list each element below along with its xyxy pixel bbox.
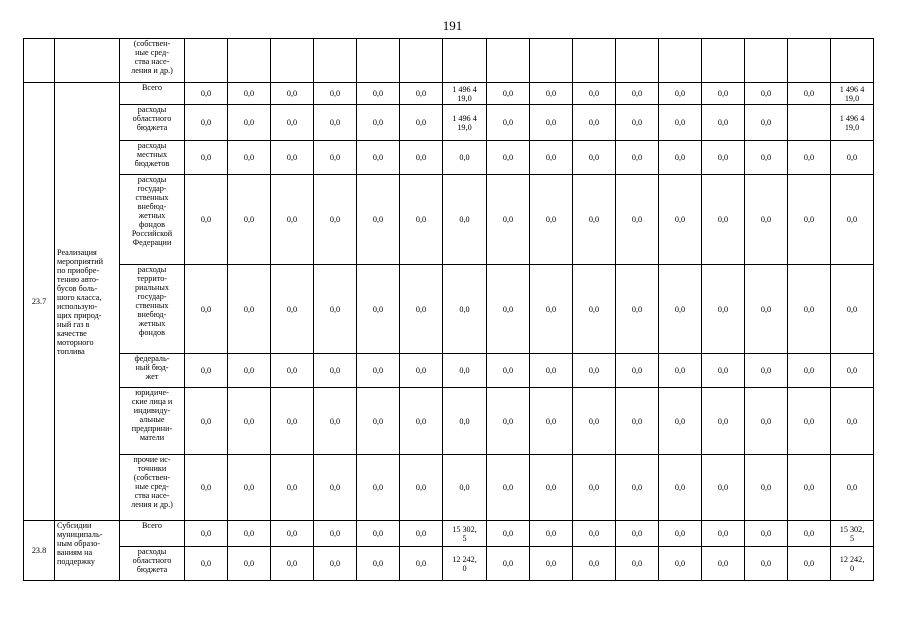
value-cell: 0,0 [400,455,443,521]
funding-source-cell: Всего [120,83,185,105]
value-cell: 0,0 [185,455,228,521]
value-cell: 0,0 [185,105,228,141]
funding-source-cell: расходы местных бюджетов [120,141,185,175]
value-cell [228,39,271,83]
value-cell: 0,0 [616,547,659,581]
table-row [24,265,874,354]
value-cell: 0,0 [530,141,573,175]
value-cell [400,39,443,83]
value-cell: 1 496 4 19,0 [831,83,874,105]
value-cell: 0,0 [616,265,659,354]
value-cell: 0,0 [357,354,400,388]
value-cell: 0,0 [831,354,874,388]
value-cell: 0,0 [788,547,831,581]
value-cell: 0,0 [702,265,745,354]
value-cell [530,39,573,83]
value-cell: 0,0 [271,547,314,581]
value-cell: 0,0 [745,265,788,354]
value-cell: 0,0 [831,455,874,521]
value-cell: 0,0 [616,83,659,105]
value-cell: 0,0 [702,354,745,388]
value-cell: 0,0 [487,521,530,547]
value-cell: 0,0 [487,175,530,265]
value-cell: 0,0 [745,141,788,175]
funding-source-cell: (собствен- ные сред- ства насе- ления и др.) [120,39,185,83]
value-cell: 0,0 [659,265,702,354]
value-cell: 0,0 [228,354,271,388]
value-cell: 0,0 [314,141,357,175]
value-cell [788,105,831,141]
value-cell: 0,0 [443,175,487,265]
value-cell: 0,0 [185,354,228,388]
value-cell: 12 242, 0 [831,547,874,581]
table-row [24,141,874,175]
value-cell: 0,0 [357,547,400,581]
table-row [24,388,874,455]
value-cell: 0,0 [487,354,530,388]
value-cell: 0,0 [788,354,831,388]
value-cell: 0,0 [271,83,314,105]
value-cell: 0,0 [487,105,530,141]
value-cell [831,39,874,83]
value-cell: 1 496 4 19,0 [443,83,487,105]
value-cell: 0,0 [314,388,357,455]
value-cell: 0,0 [314,547,357,581]
value-cell: 0,0 [745,521,788,547]
table-row [24,354,874,388]
value-cell: 0,0 [530,521,573,547]
value-cell: 0,0 [573,141,616,175]
measure-name-cell: Реализация мероприятий по приобре- тению авто- бусов боль- шого класса, использую- щих природ- ный газ в качестве моторного топлива [55,83,120,521]
value-cell: 0,0 [228,105,271,141]
value-cell: 0,0 [357,141,400,175]
value-cell: 0,0 [357,105,400,141]
value-cell: 0,0 [745,354,788,388]
row-number-cell: 23.8 [24,521,55,581]
value-cell: 0,0 [702,141,745,175]
value-cell: 0,0 [487,388,530,455]
value-cell: 0,0 [357,521,400,547]
table-row [24,547,874,581]
value-cell: 0,0 [443,455,487,521]
value-cell: 0,0 [745,83,788,105]
value-cell: 0,0 [271,265,314,354]
budget-table [23,38,874,581]
value-cell: 1 496 4 19,0 [443,105,487,141]
value-cell: 0,0 [530,388,573,455]
value-cell: 0,0 [573,521,616,547]
value-cell: 0,0 [659,388,702,455]
row-number-cell [24,39,55,83]
value-cell: 0,0 [314,354,357,388]
value-cell: 0,0 [228,388,271,455]
value-cell: 0,0 [228,265,271,354]
measure-name-cell [55,39,120,83]
measure-name-cell: Субсидии муниципаль- ным образо- ваниям на поддержку [55,521,120,581]
value-cell: 15 302, 5 [831,521,874,547]
value-cell: 0,0 [831,265,874,354]
value-cell: 0,0 [745,105,788,141]
value-cell: 0,0 [530,354,573,388]
funding-source-cell: расходы государ- ственных внебюд- жетных фондов Российской Федерации [120,175,185,265]
value-cell: 0,0 [400,175,443,265]
value-cell: 0,0 [228,547,271,581]
value-cell: 0,0 [357,388,400,455]
value-cell: 0,0 [400,388,443,455]
value-cell: 0,0 [616,521,659,547]
value-cell: 0,0 [185,175,228,265]
value-cell: 0,0 [228,141,271,175]
value-cell: 0,0 [702,388,745,455]
row-number-cell: 23.7 [24,83,55,521]
value-cell: 12 242, 0 [443,547,487,581]
value-cell: 0,0 [831,141,874,175]
value-cell [788,39,831,83]
value-cell: 0,0 [400,354,443,388]
value-cell: 0,0 [659,547,702,581]
value-cell: 0,0 [443,388,487,455]
value-cell: 0,0 [659,83,702,105]
value-cell: 0,0 [573,105,616,141]
value-cell: 0,0 [487,83,530,105]
value-cell: 0,0 [573,175,616,265]
value-cell: 0,0 [357,83,400,105]
value-cell: 0,0 [573,455,616,521]
table-row [24,39,874,83]
page-number: 191 [442,18,463,33]
value-cell: 0,0 [185,521,228,547]
value-cell: 0,0 [487,547,530,581]
value-cell: 0,0 [530,547,573,581]
value-cell [745,39,788,83]
value-cell: 0,0 [185,547,228,581]
value-cell [271,39,314,83]
value-cell: 0,0 [314,521,357,547]
value-cell: 0,0 [702,521,745,547]
value-cell: 0,0 [228,521,271,547]
value-cell: 0,0 [271,354,314,388]
value-cell: 0,0 [443,265,487,354]
value-cell [357,39,400,83]
value-cell: 0,0 [185,83,228,105]
value-cell: 0,0 [487,455,530,521]
value-cell: 0,0 [271,521,314,547]
value-cell: 0,0 [271,175,314,265]
value-cell: 0,0 [185,265,228,354]
value-cell: 0,0 [745,455,788,521]
value-cell: 0,0 [400,521,443,547]
value-cell: 0,0 [573,388,616,455]
value-cell: 0,0 [788,83,831,105]
value-cell: 0,0 [616,354,659,388]
value-cell: 0,0 [616,388,659,455]
value-cell: 0,0 [314,175,357,265]
value-cell: 0,0 [573,354,616,388]
value-cell: 0,0 [228,83,271,105]
value-cell [616,39,659,83]
value-cell: 0,0 [185,141,228,175]
value-cell: 0,0 [831,388,874,455]
value-cell: 0,0 [271,455,314,521]
value-cell: 0,0 [659,354,702,388]
value-cell: 0,0 [573,83,616,105]
value-cell: 0,0 [400,547,443,581]
value-cell: 0,0 [702,547,745,581]
value-cell: 0,0 [400,105,443,141]
value-cell: 0,0 [659,521,702,547]
value-cell: 0,0 [228,175,271,265]
value-cell: 0,0 [357,265,400,354]
value-cell: 0,0 [271,141,314,175]
value-cell [702,39,745,83]
value-cell: 0,0 [702,83,745,105]
value-cell: 0,0 [659,175,702,265]
funding-source-cell: прочие ис- точники (собствен- ные сред- ства насе- ления и др.) [120,455,185,521]
value-cell: 0,0 [443,354,487,388]
value-cell: 0,0 [788,175,831,265]
value-cell: 0,0 [788,265,831,354]
value-cell: 0,0 [745,547,788,581]
value-cell: 0,0 [659,105,702,141]
value-cell: 0,0 [702,175,745,265]
value-cell [487,39,530,83]
funding-source-cell: федераль- ный бюд- жет [120,354,185,388]
value-cell: 0,0 [487,141,530,175]
value-cell: 0,0 [788,388,831,455]
funding-source-cell: расходы террито- риальных государ- ственных внебюд- жетных фондов [120,265,185,354]
value-cell: 15 302, 5 [443,521,487,547]
value-cell: 0,0 [271,105,314,141]
table-row [24,175,874,265]
value-cell: 0,0 [357,455,400,521]
value-cell: 0,0 [530,105,573,141]
table-row [24,105,874,141]
value-cell: 0,0 [573,547,616,581]
value-cell: 0,0 [788,141,831,175]
value-cell: 0,0 [271,388,314,455]
value-cell: 0,0 [702,105,745,141]
value-cell: 0,0 [357,175,400,265]
table-row [24,83,874,105]
value-cell: 0,0 [443,141,487,175]
value-cell: 0,0 [745,175,788,265]
value-cell: 0,0 [530,83,573,105]
value-cell: 0,0 [616,141,659,175]
value-cell [443,39,487,83]
funding-source-cell: Всего [120,521,185,547]
value-cell [659,39,702,83]
value-cell: 0,0 [530,455,573,521]
funding-source-cell: юридиче- ские лица и индивиду- альные предприни- матели [120,388,185,455]
value-cell: 0,0 [314,105,357,141]
value-cell [314,39,357,83]
value-cell: 0,0 [788,521,831,547]
value-cell [185,39,228,83]
value-cell: 0,0 [530,175,573,265]
value-cell: 0,0 [702,455,745,521]
value-cell: 0,0 [185,388,228,455]
value-cell: 0,0 [400,83,443,105]
table-row [24,521,874,547]
value-cell [573,39,616,83]
value-cell: 0,0 [659,455,702,521]
value-cell: 0,0 [573,265,616,354]
value-cell: 0,0 [659,141,702,175]
value-cell: 0,0 [616,105,659,141]
value-cell: 0,0 [314,83,357,105]
value-cell: 0,0 [788,455,831,521]
value-cell: 0,0 [616,455,659,521]
value-cell: 0,0 [400,265,443,354]
value-cell: 1 496 4 19,0 [831,105,874,141]
value-cell: 0,0 [616,175,659,265]
value-cell: 0,0 [314,265,357,354]
value-cell: 0,0 [487,265,530,354]
funding-source-cell: расходы областного бюджета [120,547,185,581]
value-cell: 0,0 [228,455,271,521]
value-cell: 0,0 [400,141,443,175]
value-cell: 0,0 [530,265,573,354]
value-cell: 0,0 [745,388,788,455]
value-cell: 0,0 [314,455,357,521]
value-cell: 0,0 [831,175,874,265]
funding-source-cell: расходы областного бюджета [120,105,185,141]
table-row [24,455,874,521]
